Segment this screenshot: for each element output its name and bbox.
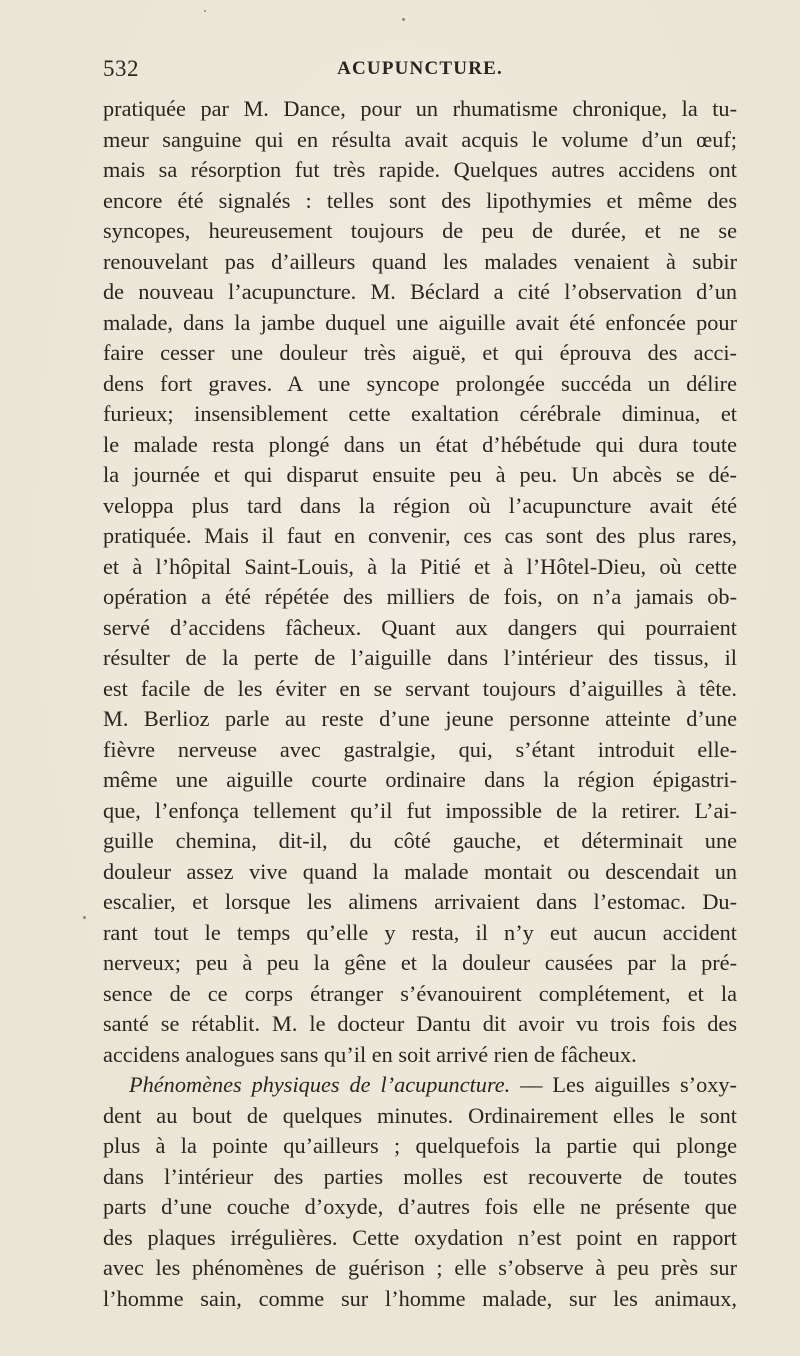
text-line: accidens analogues sans qu’il en soit arrivé rien de fâcheux. (103, 1041, 637, 1067)
running-title: ACUPUNCTURE. (337, 58, 503, 79)
text-line: rant tout le temps qu’elle y resta, il n’y eut aucun accident (103, 919, 737, 945)
body-text (103, 94, 737, 1314)
text-line: mais sa résorption fut très rapide. Quelques autres accidens ont (103, 157, 737, 182)
text-line: des plaques irrégulières. Cette oxydation n’est point en rapport (103, 1224, 737, 1250)
text-line: même une aiguille courte ordinaire dans la région épigastri- (103, 767, 737, 792)
text-line: la journée et qui disparut ensuite peu à peu. Un abcès se dé- (103, 462, 737, 487)
text-line: sence de ce corps étranger s’évanouirent complétement, et la (103, 980, 737, 1006)
text-line: avec les phénomènes de guérison ; elle s’observe à peu près sur (103, 1255, 737, 1280)
text-line: résulter de la perte de l’aiguille dans l’intérieur des tissus, il (103, 645, 737, 670)
text-line: santé se rétablit. M. le docteur Dantu dit avoir vu trois fois des (103, 1011, 737, 1036)
text-line: nerveux; peu à peu la gêne et la douleur causées par la pré- (103, 950, 737, 975)
text-line: opération a été répétée des milliers de fois, on n’a jamais ob- (103, 584, 737, 609)
section-heading-italic: Phénomènes physiques de l’acupuncture. (129, 1072, 511, 1097)
text-line: et à l’hôpital Saint-Louis, à la Pitié et à l’Hôtel-Dieu, où cette (103, 553, 737, 579)
text-line: est facile de les éviter en se servant toujours d’aiguilles à tête. (103, 675, 737, 701)
paper-speck (402, 18, 405, 21)
paper-speck (204, 10, 206, 12)
text-line: faire cesser une douleur très aiguë, et qui éprouva des acci- (103, 340, 737, 365)
text-line: syncopes, heureusement toujours de peu de durée, et ne se (103, 218, 737, 243)
page-number: 532 (103, 56, 139, 81)
paragraph-first-line (103, 1070, 737, 1101)
paragraph-phenomenes (103, 1070, 737, 1314)
text-line: l’homme sain, comme sur l’homme malade, sur les animaux, (103, 1285, 737, 1311)
text-line: escalier, et lorsque les alimens arrivaient dans l’estomac. Du- (103, 889, 737, 914)
text-line: de nouveau l’acupuncture. M. Béclard a cité l’observation d’un (103, 279, 737, 304)
text-line: servé d’accidens fâcheux. Quant aux dangers qui pourraient (103, 614, 737, 640)
text-line: plus à la pointe qu’ailleurs ; quelquefois la partie qui plonge (103, 1133, 737, 1158)
text-line: le malade resta plongé dans un état d’hébétude qui dura toute (103, 431, 737, 457)
text-line: guille chemina, dit-il, du côté gauche, et déterminait une (103, 828, 737, 853)
text-line: pratiquée par M. Dance, pour un rhumatisme chronique, la tu- (103, 96, 737, 121)
paragraph-continuation (103, 94, 737, 1070)
text-line: pratiquée. Mais il faut en convenir, ces cas sont des plus rares, (103, 523, 737, 548)
text-run: — Les aiguilles s’oxy- (510, 1072, 737, 1097)
text-line: fièvre nerveuse avec gastralgie, qui, s’étant introduit elle- (103, 736, 737, 762)
text-line: meur sanguine qui en résulta avait acquis le volume d’un œuf; (103, 126, 737, 152)
text-line: douleur assez vive quand la malade montait ou descendait un (103, 858, 737, 884)
text-line: parts d’une couche d’oxyde, d’autres fois elle ne présente que (103, 1194, 737, 1219)
text-line: malade, dans la jambe duquel une aiguille avait été enfoncée pour (103, 309, 737, 335)
text-line: que, l’enfonça tellement qu’il fut impossible de la retirer. L’ai- (103, 797, 737, 823)
text-line: dens fort graves. A une syncope prolongée succéda un délire (103, 370, 737, 396)
text-line: dans l’intérieur des parties molles est recouverte de toutes (103, 1163, 737, 1189)
text-line: encore été signalés : telles sont des lipothymies et même des (103, 187, 737, 213)
text-line: veloppa plus tard dans la région où l’acupuncture avait été (103, 492, 737, 518)
text-line: furieux; insensiblement cette exaltation cérébrale diminua, et (103, 401, 737, 426)
paper-speck (83, 916, 86, 919)
page-header (103, 56, 737, 92)
text-line: dent au bout de quelques minutes. Ordinairement elles le sont (103, 1102, 737, 1128)
text-line: M. Berlioz parle au reste d’une jeune personne atteinte d’une (103, 706, 737, 731)
text-line: renouvelant pas d’ailleurs quand les malades venaient à subir (103, 248, 737, 274)
